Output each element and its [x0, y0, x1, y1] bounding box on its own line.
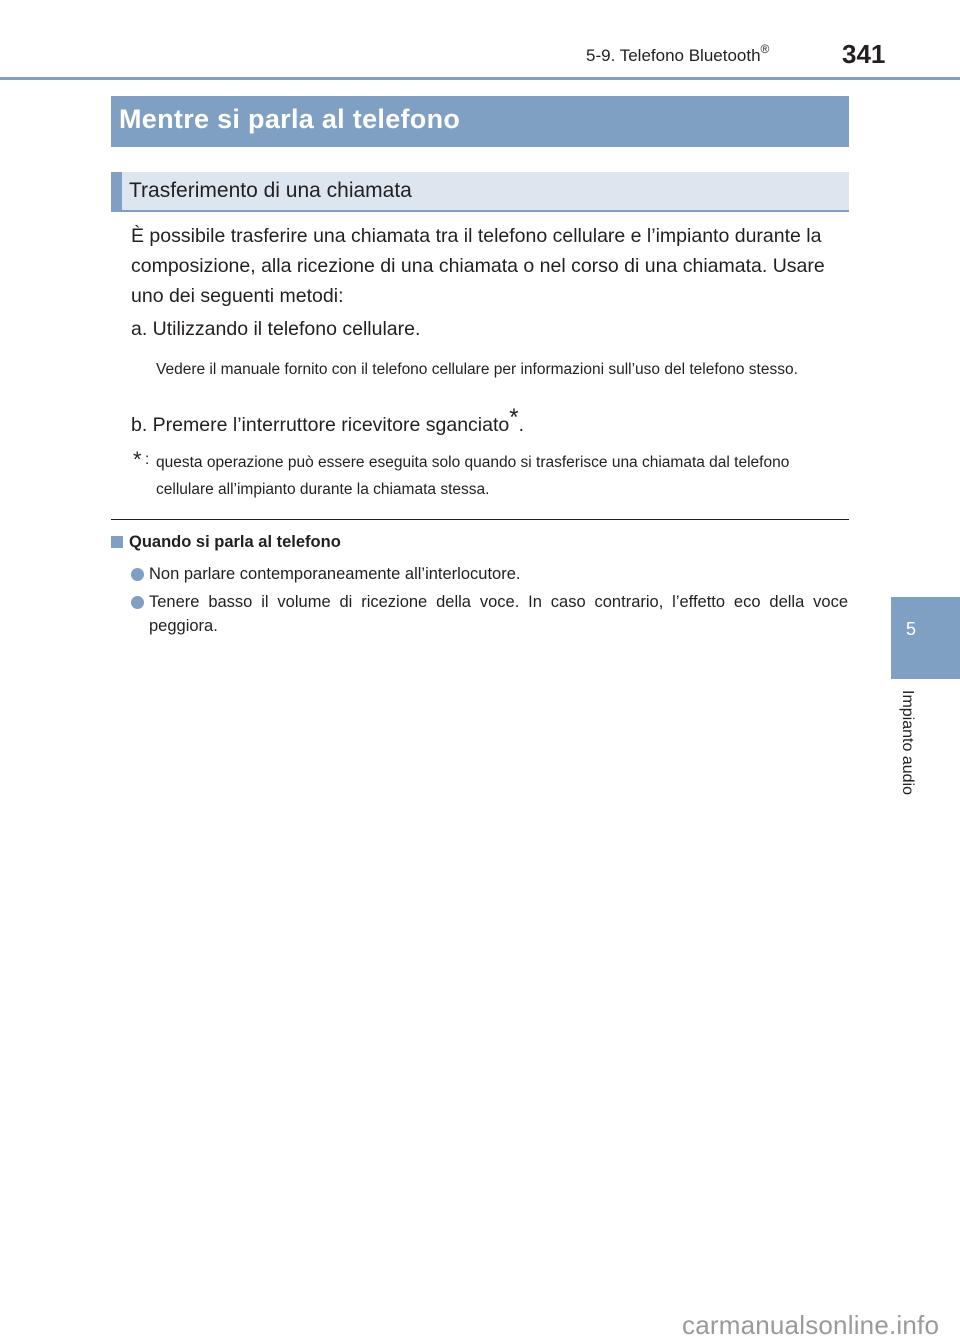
chapter-label-text: Impianto audio — [899, 690, 916, 795]
step-b-end: . — [518, 414, 525, 436]
main-title: Mentre si parla al telefono — [119, 104, 461, 134]
page-number: 341 — [842, 39, 886, 69]
header-section-title — [586, 42, 770, 66]
circle-bullet-icon — [131, 568, 144, 581]
footnote-text: questa operazione può essere eseguita solo quando si trasferisce una chiamata dal telefono cellulare all’impianto durante la chiamata stessa. — [156, 454, 790, 498]
registered-mark: ® — [760, 42, 770, 56]
notes-title-text: Quando si parla al telefono — [129, 533, 341, 551]
step-a-detail: Vedere il manuale fornito con il telefono cellulare per informazioni sull’uso del telefono stesso. — [156, 361, 798, 378]
main-title-bar — [111, 96, 849, 147]
asterisk-mark: * — [509, 404, 519, 431]
intro-paragraph: È possibile trasferire una chiamata tra il telefono cellulare e l’impianto durante la composizione, alla ricezione di una chiamata o nel corso di una chiamata. Usare uno dei seguenti metodi: — [131, 225, 825, 307]
list-item — [131, 562, 848, 586]
header-section-text: 5-9. Telefono Bluetooth — [586, 46, 761, 65]
circle-bullet-icon — [131, 596, 144, 609]
chapter-tab — [891, 597, 960, 679]
sub-title: Trasferimento di una chiamata — [129, 179, 412, 202]
header-rule — [0, 77, 960, 80]
list-item — [131, 590, 848, 638]
list-item-text: Tenere basso il volume di ricezione della voce. In caso contrario, l’effetto eco della voce peggiora. — [149, 593, 848, 635]
watermark: carmanualsonline.info — [682, 1310, 940, 1340]
sub-title-bar — [111, 172, 849, 212]
step-b-text: b. Premere l’interruttore ricevitore sganciato — [131, 414, 510, 436]
footnote-colon: : — [145, 451, 150, 468]
section-divider — [111, 519, 849, 520]
chapter-label — [898, 690, 920, 810]
notes-title — [111, 533, 341, 552]
sub-title-accent — [111, 172, 122, 210]
chapter-number: 5 — [905, 619, 916, 639]
square-bullet-icon — [111, 536, 123, 548]
step-b — [131, 404, 525, 438]
footnote-asterisk: * — [133, 447, 142, 472]
step-a: a. Utilizzando il telefono cellulare. — [131, 318, 421, 340]
list-item-text: Non parlare contemporaneamente all’interlocutore. — [149, 565, 521, 583]
